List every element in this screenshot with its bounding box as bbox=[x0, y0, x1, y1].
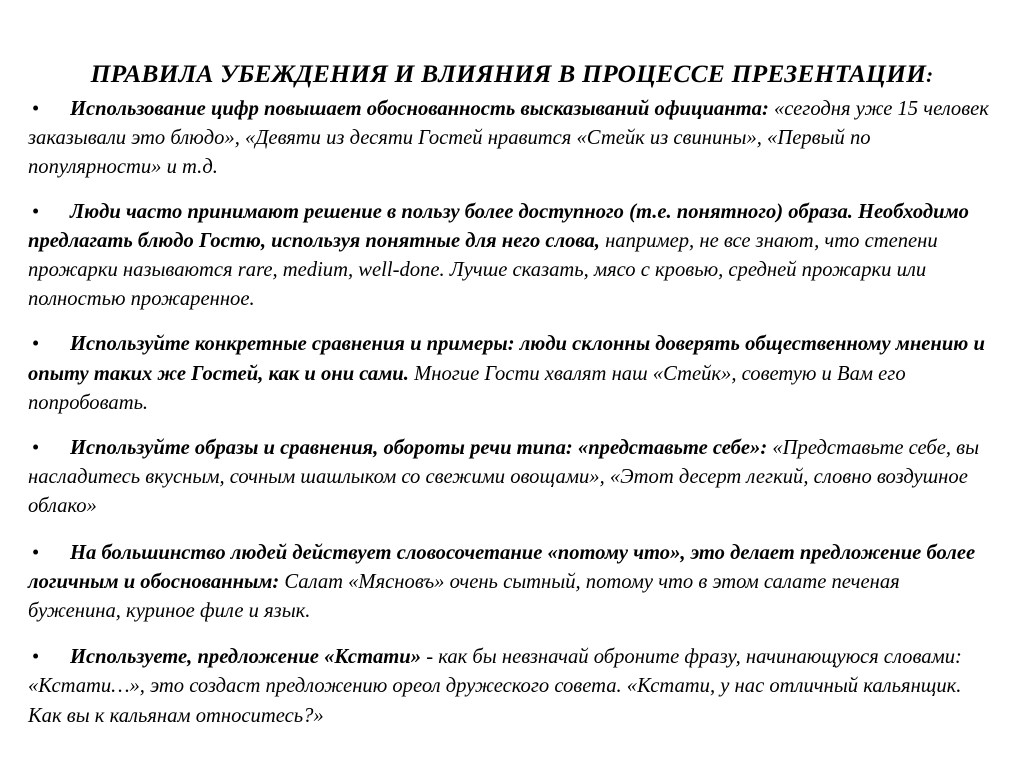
bullet-list bbox=[28, 95, 996, 731]
bullet-icon: • bbox=[32, 333, 40, 356]
page-title-text: ПРАВИЛА УБЕЖДЕНИЯ И ВЛИЯНИЯ В ПРОЦЕССЕ ПРЕЗЕНТАЦИИ bbox=[90, 59, 927, 89]
list-item-lead: Люди часто принимают решение в пользу более доступного (т.е. понятного) образа. Необходимо предлагать блюдо Гостю, используя понятные для него слова, bbox=[28, 200, 969, 252]
page-title-colon: : bbox=[926, 63, 934, 88]
bullet-icon: • bbox=[32, 437, 40, 460]
list-item bbox=[28, 330, 996, 418]
list-item bbox=[28, 198, 996, 315]
list-item-body: Многие Гости хвалят наш «Стейк», советую и Вам его попробовать. bbox=[28, 362, 906, 414]
list-item-lead: На большинство людей действует словосочетание «потому что», это делает предложение более логичным и обоснованным: bbox=[28, 541, 976, 593]
bullet-icon: • bbox=[32, 646, 40, 669]
bullet-icon: • bbox=[32, 200, 40, 223]
list-item-lead: Используйте образы и сравнения, обороты речи типа: «представьте себе»: bbox=[70, 437, 768, 460]
list-item-lead: Использование цифр повышает обоснованность высказываний официанта: bbox=[70, 98, 769, 120]
list-item bbox=[28, 434, 996, 522]
bullet-icon: • bbox=[32, 98, 40, 120]
list-item-body: «сегодня уже 15 человек заказывали это блюдо», «Девяти из десяти Гостей нравится «Стейк из свинины», «Первый по популярности» и т.д. bbox=[28, 98, 989, 179]
list-item-body: «Представьте себе, вы насладитесь вкусным, сочным шашлыком со свежими овощами», «Этот десерт легкий, словно воздушное облако» bbox=[28, 437, 980, 518]
list-item-body: - как бы невзначай оброните фразу, начинающуюся словами: «Кстати…», это создаст предложению ореол дружеского совета. «Кстати, у нас отличный кальянщик. Как вы к кальянам относитесь?» bbox=[28, 646, 962, 727]
list-item-lead: Используете, предложение «Кстати» bbox=[70, 646, 422, 669]
list-item bbox=[28, 643, 996, 731]
list-item-body: например, не все знают, что степени прожарки называются rare, medium, well-done. Лучше сказать, мясо с кровью, средней прожарки или полностью прожаренное. bbox=[28, 229, 938, 311]
list-item-body: Салат «Мясновъ» очень сытный, потому что в этом салате печеная буженина, куриное филе и язык. bbox=[28, 570, 900, 623]
list-item bbox=[28, 95, 996, 183]
list-item bbox=[28, 539, 996, 627]
list-item-lead: Используйте конкретные сравнения и примеры: люди склонны доверять общественному мнению и опыту таких же Гостей, как и они сами. bbox=[28, 333, 985, 385]
bullet-icon: • bbox=[32, 541, 40, 564]
page-title bbox=[0, 59, 1024, 90]
